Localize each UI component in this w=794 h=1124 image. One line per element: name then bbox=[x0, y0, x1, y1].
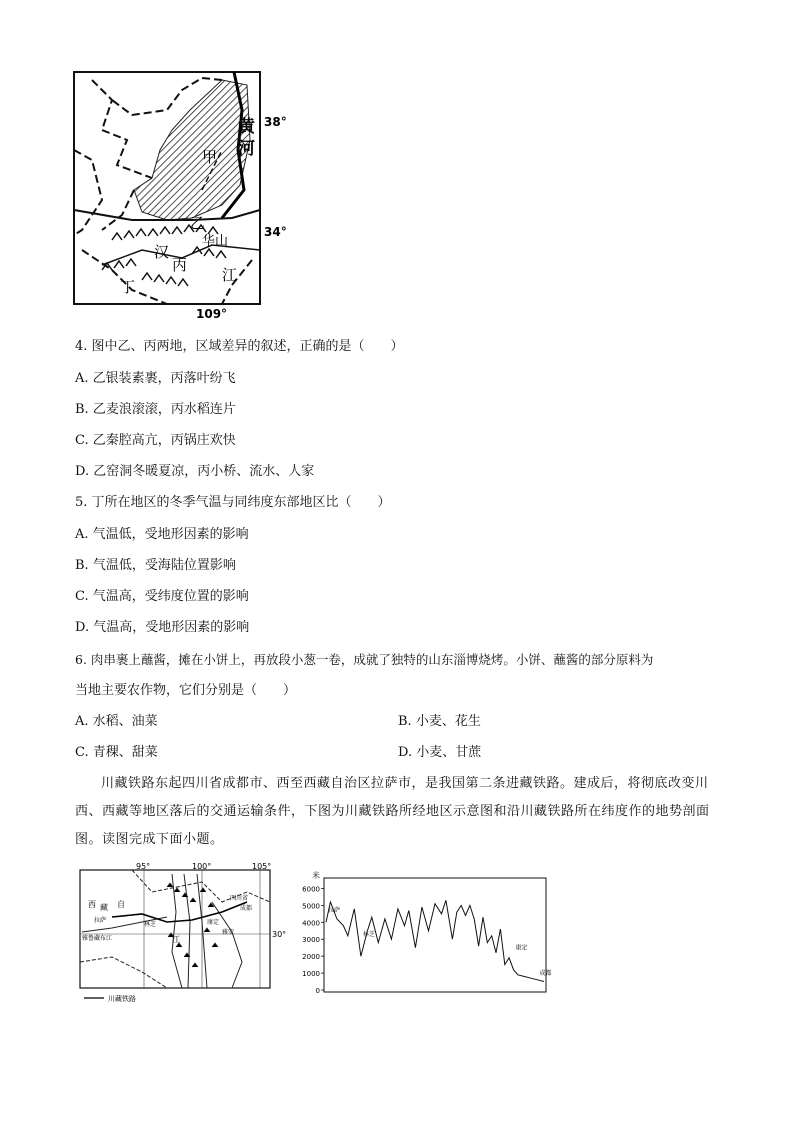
profile-annotation: 成都 bbox=[539, 969, 552, 977]
profile-annotation: 林芝 bbox=[362, 930, 375, 938]
q4-option-b[interactable]: B. 乙麦浪滚滚，丙水稻连片 bbox=[75, 402, 236, 417]
label-huashan: 华山 bbox=[202, 234, 229, 249]
label-linzhi: 林芝 bbox=[144, 921, 157, 928]
q6-option-b[interactable]: B. 小麦、花生 bbox=[398, 714, 481, 729]
terrain-profile-chart bbox=[300, 870, 552, 1000]
label-lat38: 38° bbox=[264, 115, 287, 129]
label-ding: 丁 bbox=[120, 278, 136, 296]
map-shaanxi-region bbox=[72, 70, 302, 320]
label-bing: 丙 bbox=[172, 256, 188, 274]
q6-option-c[interactable]: C. 青稞、甜菜 bbox=[75, 745, 158, 760]
label-lat34: 34° bbox=[264, 225, 287, 239]
chart-frame bbox=[324, 878, 546, 992]
q4-option-d[interactable]: D. 乙窑洞冬暖夏凉，丙小桥、流水、人家 bbox=[75, 464, 315, 479]
label-yarlung: 雅鲁藏布江 bbox=[82, 935, 113, 942]
label-lon105: 105° bbox=[252, 862, 272, 871]
label-yi: 乙 bbox=[190, 214, 206, 232]
legend-railway-label: 川藏铁路 bbox=[108, 995, 136, 1003]
map-sichuan-tibet-railway bbox=[72, 862, 297, 1010]
q6-option-a[interactable]: A. 水稻、油菜 bbox=[75, 714, 158, 729]
q5-option-d[interactable]: D. 气温高，受地形因素的影响 bbox=[75, 620, 250, 635]
q6-stem-line1: 6. 肉串裹上蘸酱，摊在小饼上，再放段小葱一卷，成就了独特的山东淄博烧烤。小饼、蘸酱的部分原料为 bbox=[75, 652, 654, 667]
q6-option-d[interactable]: D. 小麦、甘蔗 bbox=[398, 745, 482, 760]
profile-annotation: 拉萨 bbox=[328, 907, 341, 915]
q4-stem: 4. 图中乙、丙两地，区域差异的叙述，正确的是（ ） bbox=[75, 339, 404, 354]
y-tick-label: 6000 bbox=[302, 885, 320, 894]
label-han: 汉 bbox=[154, 243, 170, 261]
y-tick-label: 0 bbox=[315, 987, 320, 995]
label-sichuan: 四川省 bbox=[230, 895, 249, 902]
label-jiang: 江 bbox=[222, 266, 238, 284]
label-he: 河 bbox=[238, 139, 255, 159]
label-huang: 黄 bbox=[238, 117, 255, 137]
label-zang: 藏 bbox=[100, 903, 108, 912]
y-axis-unit: 米 bbox=[312, 871, 320, 880]
label-zi: 自 bbox=[117, 900, 125, 909]
label-kangding: 康定 bbox=[207, 919, 220, 926]
label-yaan: 雅安 bbox=[222, 929, 235, 936]
q5-option-c[interactable]: C. 气温高，受纬度位置的影响 bbox=[75, 589, 249, 604]
label-lon109: 109° bbox=[196, 307, 228, 320]
q5-option-b[interactable]: B. 气温低，受海陆位置影响 bbox=[75, 558, 236, 573]
label-lon95: 95° bbox=[136, 862, 151, 871]
y-tick-label: 4000 bbox=[302, 919, 320, 928]
q5-stem: 5. 丁所在地区的冬季气温与同纬度东部地区比（ ） bbox=[75, 495, 391, 510]
q4-option-a[interactable]: A. 乙银装素裹，丙落叶纷飞 bbox=[75, 371, 236, 386]
q5-option-a[interactable]: A. 气温低，受地形因素的影响 bbox=[75, 527, 249, 542]
label-lasa: 拉萨 bbox=[94, 917, 107, 924]
label-jiang: 江 bbox=[172, 935, 180, 944]
label-chengdu: 成都 bbox=[240, 905, 253, 912]
y-tick-label: 5000 bbox=[302, 902, 320, 911]
y-tick-label: 1000 bbox=[302, 970, 320, 979]
profile-annotation: 康定 bbox=[515, 944, 528, 952]
y-tick-label: 2000 bbox=[302, 953, 320, 962]
passage-sichuan-tibet-railway: 川藏铁路东起四川省成都市、西至西藏自治区拉萨市，是我国第二条进藏铁路。建成后，将彻底改变川西、西藏等地区落后的交通运输条件，下图为川藏铁路所经地区示意图和沿川藏铁路所在纬度作的地势剖面图。读图完成下面小题。 bbox=[75, 776, 710, 847]
label-xi: 西 bbox=[88, 900, 96, 909]
profile-line bbox=[326, 900, 544, 981]
label-jia: 甲 bbox=[202, 148, 218, 166]
y-tick-label: 3000 bbox=[302, 936, 320, 945]
label-lat30: 30° bbox=[272, 930, 287, 939]
q4-option-c[interactable]: C. 乙秦腔高亢，丙锅庄欢快 bbox=[75, 433, 236, 448]
label-lon100: 100° bbox=[192, 862, 212, 871]
q6-stem-line2: 当地主要农作物，它们分别是（ ） bbox=[75, 683, 297, 698]
